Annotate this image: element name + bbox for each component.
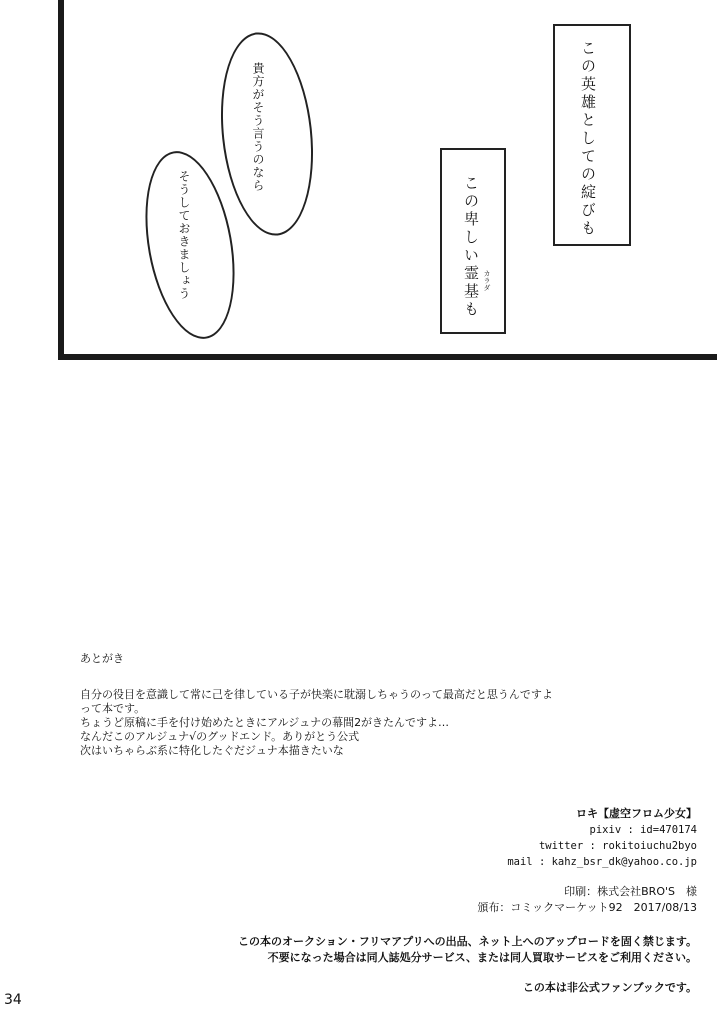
credits [507,806,697,870]
afterword-line: 次はいちゃらぶ系に特化したぐだジュナ本描きたいな [80,744,344,757]
pixiv-id: pixiv : id=470174 [589,824,697,836]
unofficial-notice: この本は非公式ファンブックです。 [522,981,697,994]
printer: 印刷：株式会社BRO'S 様 [564,885,697,898]
narration-box-1-text: この英雄としての綻びも [579,40,597,238]
resale-notice [238,934,697,966]
mail-address: mail : kahz_bsr_dk@yahoo.co.jp [507,856,697,868]
afterword-line: 自分の役目を意識して常に己を律している子が快楽に耽溺しちゃうのって最高だと思うんですよ [80,688,553,701]
narration-box-2-text: この卑しい霊基も [462,175,480,319]
furigana: カラダ [483,270,491,291]
afterword-line: ちょうど原稿に手を付け始めたときにアルジュナの幕間2がきたんですよ… [80,716,450,729]
print-info [477,884,697,916]
afterword-heading: あとがき [80,652,124,665]
speech-bubble-1-text: 貴方がそう言うのなら [251,62,265,192]
notice-line-2: 不要になった場合は同人誌処分サービス、または同人買取サービスをご利用ください。 [267,951,697,964]
circle-name: ロキ【虚空フロム少女】 [576,807,697,820]
afterword-line: って本です。 [80,702,146,715]
distribution: 頒布：コミックマーケット92 2017/08/13 [477,901,697,914]
page-number: 34 [4,992,22,1008]
speech-bubble-2-text: そうしておきましょう [177,170,191,300]
afterword-line: なんだこのアルジュナ√のグッドエンド。ありがとう公式 [80,730,360,743]
afterword-body [80,688,553,758]
twitter-handle: twitter : rokitoiuchu2byo [538,840,697,852]
notice-line-1: この本のオークション・フリマアプリへの出品、ネット上へのアップロードを固く禁じます。 [237,935,697,948]
